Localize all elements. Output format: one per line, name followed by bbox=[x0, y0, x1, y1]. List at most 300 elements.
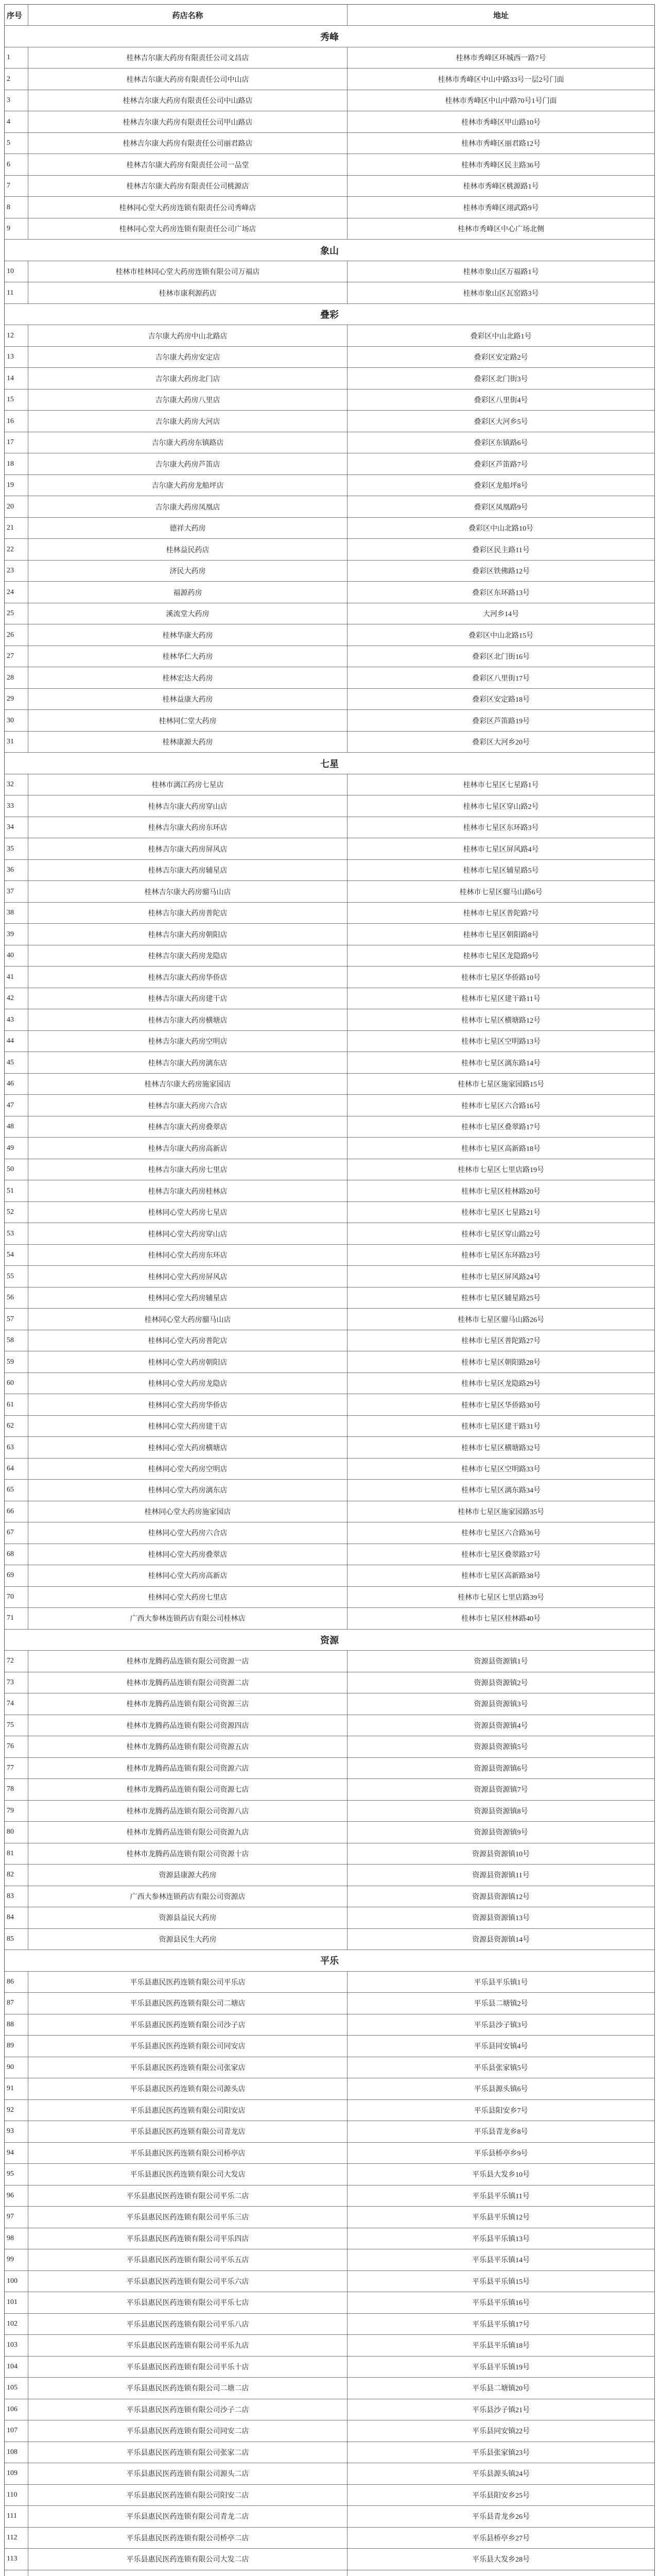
section-row bbox=[5, 1630, 654, 1651]
row-address: 桂林市七星区龙隐路29号 bbox=[461, 1380, 541, 1388]
row-address: 桂林市七星区华侨路10号 bbox=[461, 974, 541, 982]
table-row bbox=[5, 2036, 654, 2057]
row-pharmacy-name: 桂林吉尔康大药房桂林店 bbox=[28, 1180, 348, 1201]
row-address: 叠彩区大河乡5号 bbox=[474, 418, 528, 426]
table-row bbox=[5, 2506, 654, 2527]
row-pharmacy-name: 平乐县惠民医药连锁有限公司阳安二店 bbox=[28, 2485, 348, 2505]
table-row bbox=[5, 1993, 654, 2014]
row-index: 48 bbox=[5, 1116, 28, 1137]
row-pharmacy-name: 平乐县惠民医药连锁有限公司大发店 bbox=[28, 2164, 348, 2184]
row-pharmacy-name: 平乐县惠民医药连锁有限公司平乐店 bbox=[28, 1972, 348, 1992]
section-row bbox=[5, 753, 654, 774]
table-row bbox=[5, 1565, 654, 1586]
row-index: 61 bbox=[5, 1394, 28, 1415]
row-index: 76 bbox=[5, 1736, 28, 1757]
row-index: 23 bbox=[5, 561, 28, 581]
row-index: 53 bbox=[5, 1223, 28, 1244]
table-row bbox=[5, 1074, 654, 1095]
row-pharmacy-name: 平乐县惠民医药连锁有限公司平乐九店 bbox=[28, 2335, 348, 2355]
table-row bbox=[5, 2399, 654, 2420]
row-address: 桂林市秀峰区环城西一路7号 bbox=[456, 55, 546, 63]
row-pharmacy-name: 平乐县惠民医药连锁有限公司桥亭店 bbox=[28, 2143, 348, 2163]
table-row bbox=[5, 1758, 654, 1779]
row-address: 平乐县同安镇4号 bbox=[474, 2043, 528, 2051]
row-pharmacy-name: 平乐县惠民医药连锁有限公司源头店 bbox=[28, 2078, 348, 2099]
row-index: 55 bbox=[5, 1266, 28, 1286]
row-pharmacy-name: 桂林吉尔康大药房横塘店 bbox=[28, 1009, 348, 1030]
table-row bbox=[5, 411, 654, 432]
table-row bbox=[5, 2463, 654, 2484]
row-address: 平乐县源头镇24号 bbox=[472, 2470, 530, 2479]
row-index: 72 bbox=[5, 1651, 28, 1671]
table-row bbox=[5, 1159, 654, 1180]
table-row bbox=[5, 1651, 654, 1672]
row-index: 15 bbox=[5, 389, 28, 410]
row-address: 叠彩区中山北路1号 bbox=[470, 332, 532, 341]
row-index: 81 bbox=[5, 1843, 28, 1864]
table-row bbox=[5, 1459, 654, 1480]
table-row bbox=[5, 282, 654, 303]
row-address: 大河乡14号 bbox=[483, 611, 519, 619]
row-index: 106 bbox=[5, 2399, 28, 2420]
row-pharmacy-name: 桂林同心堂大药房东环店 bbox=[28, 1245, 348, 1265]
row-index: 79 bbox=[5, 1801, 28, 1821]
row-pharmacy-name: 桂林吉尔康大药房施家园店 bbox=[28, 1074, 348, 1094]
row-pharmacy-name: 资源县康源大药房 bbox=[28, 1865, 348, 1885]
section-title: 象山 bbox=[320, 245, 339, 256]
row-index: 32 bbox=[5, 774, 28, 795]
row-pharmacy-name: 桂林同心堂大药房朝阳店 bbox=[28, 1351, 348, 1372]
row-address: 平乐县沙子镇21号 bbox=[472, 2406, 530, 2414]
row-address: 桂林市七星区朝阳路28号 bbox=[461, 1359, 541, 1367]
row-index: 85 bbox=[5, 1929, 28, 1950]
row-address: 平乐县平乐镇15号 bbox=[472, 2278, 530, 2286]
row-index: 101 bbox=[5, 2292, 28, 2313]
table-row bbox=[5, 2228, 654, 2249]
row-address: 桂林市秀峰区民主路36号 bbox=[461, 161, 541, 170]
row-pharmacy-name: 桂林同心堂大药房连锁有限责任公司秀峰店 bbox=[28, 197, 348, 217]
table-row bbox=[5, 475, 654, 496]
row-pharmacy-name: 桂林吉尔康大药房有限责任公司甲山路店 bbox=[28, 111, 348, 132]
table-row bbox=[5, 1972, 654, 1993]
row-address: 叠彩区东环路13号 bbox=[472, 589, 530, 597]
row-pharmacy-name: 桂林吉尔康大药房高新店 bbox=[28, 1138, 348, 1158]
row-pharmacy-name: 桂林同心堂大药房六合店 bbox=[28, 1522, 348, 1543]
row-address: 资源县资源镇12号 bbox=[472, 1893, 530, 1901]
row-pharmacy-name: 吉尔康大药房八里店 bbox=[28, 389, 348, 410]
table-row bbox=[5, 1608, 654, 1629]
row-index: 44 bbox=[5, 1031, 28, 1052]
row-address: 叠彩区八里街4号 bbox=[474, 397, 528, 405]
row-address: 桂林市七星区七里店路39号 bbox=[458, 1594, 544, 1602]
table-row bbox=[5, 2485, 654, 2506]
row-index: 40 bbox=[5, 945, 28, 966]
row-pharmacy-name: 桂林吉尔康大药房辅星店 bbox=[28, 860, 348, 880]
row-pharmacy-name: 桂林吉尔康大药房骝马山店 bbox=[28, 881, 348, 902]
row-pharmacy-name: 桂林吉尔康大药房有限责任公司文昌店 bbox=[28, 47, 348, 68]
row-index: 30 bbox=[5, 710, 28, 731]
row-pharmacy-name: 桂林华康大药房 bbox=[28, 624, 348, 645]
table-row bbox=[5, 1031, 654, 1052]
row-pharmacy-name: 桂林市龙腾药品连锁有限公司资源八店 bbox=[28, 1801, 348, 1821]
row-address: 平乐县平乐镇19号 bbox=[472, 2363, 530, 2371]
row-index: 91 bbox=[5, 2078, 28, 2099]
table-row bbox=[5, 2442, 654, 2463]
row-address: 桂林市七星区空明路13号 bbox=[461, 1038, 541, 1046]
row-index: 49 bbox=[5, 1138, 28, 1158]
header-address: 地址 bbox=[493, 11, 509, 20]
row-pharmacy-name: 桂林市龙腾药品连锁有限公司资源六店 bbox=[28, 1758, 348, 1778]
row-pharmacy-name: 桂林吉尔康大药房东环店 bbox=[28, 817, 348, 838]
section-title: 叠彩 bbox=[320, 310, 339, 320]
table-row bbox=[5, 1009, 654, 1030]
row-pharmacy-name: 济民大药房 bbox=[28, 561, 348, 581]
row-index bbox=[5, 2570, 28, 2576]
row-index: 27 bbox=[5, 646, 28, 667]
row-index: 69 bbox=[5, 1565, 28, 1586]
table-row bbox=[5, 1351, 654, 1372]
row-pharmacy-name: 桂林市龙腾药品连锁有限公司资源二店 bbox=[28, 1672, 348, 1693]
row-pharmacy-name: 桂林宏达大药房 bbox=[28, 667, 348, 688]
row-address: 平乐县二塘镇2号 bbox=[474, 2000, 528, 2008]
row-pharmacy-name: 资源县益民大药房 bbox=[28, 1907, 348, 1928]
row-index: 36 bbox=[5, 860, 28, 880]
table-row bbox=[5, 1373, 654, 1394]
row-address: 桂林市秀峰区中山中路70号1号门面 bbox=[445, 97, 557, 106]
row-index: 77 bbox=[5, 1758, 28, 1778]
row-index: 99 bbox=[5, 2249, 28, 2270]
table-row bbox=[5, 133, 654, 154]
section-row bbox=[5, 1950, 654, 1971]
table-row bbox=[5, 2207, 654, 2228]
row-index: 26 bbox=[5, 624, 28, 645]
table-row bbox=[5, 1843, 654, 1865]
row-pharmacy-name: 桂林康源大药房 bbox=[28, 732, 348, 752]
row-pharmacy-name: 桂林市龙腾药品连锁有限公司资源三店 bbox=[28, 1693, 348, 1714]
table-row bbox=[5, 1779, 654, 1800]
row-index: 113 bbox=[5, 2549, 28, 2569]
row-pharmacy-name: 平乐县惠民医药连锁有限公司张家店 bbox=[28, 2057, 348, 2078]
row-address: 桂林市七星区穿山路22号 bbox=[461, 1230, 541, 1239]
row-pharmacy-name: 桂林市桂林同心堂大药房连锁有限公司万福店 bbox=[28, 261, 348, 282]
row-address: 桂林市七星区桂林路40号 bbox=[461, 1615, 541, 1623]
row-address: 资源县资源镇9号 bbox=[474, 1829, 528, 1837]
section-row bbox=[5, 26, 654, 47]
table-row bbox=[5, 795, 654, 817]
row-index: 65 bbox=[5, 1480, 28, 1500]
row-pharmacy-name: 桂林吉尔康大药房有限责任公司一品堂 bbox=[28, 154, 348, 175]
table-row bbox=[5, 710, 654, 731]
table-row bbox=[5, 1330, 654, 1351]
row-index: 97 bbox=[5, 2207, 28, 2227]
row-pharmacy-name: 平乐县惠民医药连锁有限公司平乐八店 bbox=[28, 2314, 348, 2334]
row-address: 资源县资源镇14号 bbox=[472, 1936, 530, 1944]
row-address: 平乐县同安镇22号 bbox=[472, 2428, 530, 2436]
row-pharmacy-name: 平乐县惠民医药连锁有限公司源头二店 bbox=[28, 2463, 348, 2484]
row-pharmacy-name: 桂林吉尔康大药房朝阳店 bbox=[28, 924, 348, 944]
row-address: 桂林市七星区施家园路35号 bbox=[458, 1508, 544, 1516]
table-row bbox=[5, 2570, 654, 2576]
row-address: 桂林市七星区六合路16号 bbox=[461, 1102, 541, 1110]
row-pharmacy-name: 平乐县惠民医药连锁有限公司平乐十店 bbox=[28, 2357, 348, 2377]
row-index: 16 bbox=[5, 411, 28, 431]
table-row bbox=[5, 561, 654, 582]
row-index: 3 bbox=[5, 90, 28, 111]
row-index: 105 bbox=[5, 2378, 28, 2398]
row-address: 平乐县大发乡28号 bbox=[472, 2556, 530, 2564]
row-pharmacy-name: 平乐县惠民医药连锁有限公司大发二店 bbox=[28, 2549, 348, 2569]
row-address: 叠彩区安定路18号 bbox=[472, 696, 530, 704]
row-address: 叠彩区安定路2号 bbox=[474, 354, 528, 362]
row-index: 13 bbox=[5, 347, 28, 367]
table-row bbox=[5, 603, 654, 624]
row-index: 60 bbox=[5, 1373, 28, 1394]
table-row bbox=[5, 582, 654, 603]
row-index: 98 bbox=[5, 2228, 28, 2249]
row-address: 桂林市七星区龙隐路9号 bbox=[463, 953, 539, 961]
row-address: 叠彩区八里街17号 bbox=[472, 674, 530, 683]
row-index: 66 bbox=[5, 1501, 28, 1522]
row-index: 57 bbox=[5, 1309, 28, 1329]
row-index: 93 bbox=[5, 2121, 28, 2142]
table-row bbox=[5, 1223, 654, 1244]
row-index: 10 bbox=[5, 261, 28, 282]
row-index: 19 bbox=[5, 475, 28, 496]
table-row bbox=[5, 389, 654, 411]
row-address: 资源县资源镇13号 bbox=[472, 1914, 530, 1923]
table-row bbox=[5, 2100, 654, 2121]
row-index: 94 bbox=[5, 2143, 28, 2163]
row-address: 桂林市七星区横塘路32号 bbox=[461, 1444, 541, 1452]
row-index: 39 bbox=[5, 924, 28, 944]
row-index: 28 bbox=[5, 667, 28, 688]
row-address: 桂林市七星区六合路36号 bbox=[461, 1530, 541, 1538]
row-index: 111 bbox=[5, 2506, 28, 2527]
row-pharmacy-name: 平乐县惠民医药连锁有限公司同安店 bbox=[28, 2036, 348, 2056]
row-index: 110 bbox=[5, 2485, 28, 2505]
row-index: 5 bbox=[5, 133, 28, 154]
table-row bbox=[5, 646, 654, 667]
row-index: 45 bbox=[5, 1052, 28, 1073]
table-row bbox=[5, 218, 654, 240]
row-address: 桂林市秀峰区翊武路9号 bbox=[463, 204, 539, 212]
row-pharmacy-name: 平乐县惠民医药连锁有限公司平乐三店 bbox=[28, 2207, 348, 2227]
row-address: 桂林市七星区辅星路5号 bbox=[463, 867, 539, 875]
row-pharmacy-name: 桂林同心堂大药房龙隐店 bbox=[28, 1373, 348, 1394]
row-pharmacy-name: 平乐县惠民医药连锁有限公司平乐六店 bbox=[28, 2271, 348, 2292]
row-pharmacy-name: 桂林市漓江药房七星店 bbox=[28, 774, 348, 795]
row-index: 84 bbox=[5, 1907, 28, 1928]
table-row bbox=[5, 945, 654, 967]
row-index: 108 bbox=[5, 2442, 28, 2463]
row-address: 桂林市七星区骝马山路26号 bbox=[458, 1316, 544, 1324]
row-index: 24 bbox=[5, 582, 28, 602]
section-row bbox=[5, 304, 654, 325]
row-address: 资源县资源镇5号 bbox=[474, 1743, 528, 1752]
row-address: 桂林市七星区建干路11号 bbox=[461, 995, 541, 1004]
row-index: 42 bbox=[5, 988, 28, 1009]
row-index: 18 bbox=[5, 453, 28, 474]
row-pharmacy-name: 广西大参林连锁药店有限公司资源店 bbox=[28, 1886, 348, 1907]
table-row bbox=[5, 432, 654, 453]
row-address: 平乐县平乐镇16号 bbox=[472, 2299, 530, 2308]
row-address: 平乐县二塘镇20号 bbox=[472, 2385, 530, 2393]
row-pharmacy-name bbox=[28, 2570, 348, 2576]
section-row bbox=[5, 240, 654, 261]
section-title: 资源 bbox=[320, 1635, 339, 1646]
section-title: 平乐 bbox=[320, 1956, 339, 1967]
table-row bbox=[5, 903, 654, 924]
row-index: 52 bbox=[5, 1202, 28, 1223]
table-row bbox=[5, 732, 654, 753]
table-row bbox=[5, 1929, 654, 1950]
row-address: 桂林市七星区漓东路14号 bbox=[461, 1059, 541, 1067]
table-row bbox=[5, 2335, 654, 2356]
table-row bbox=[5, 1801, 654, 1822]
row-index: 73 bbox=[5, 1672, 28, 1693]
table-row bbox=[5, 1587, 654, 1608]
row-index: 109 bbox=[5, 2463, 28, 2484]
table-row bbox=[5, 1052, 654, 1073]
table-row bbox=[5, 881, 654, 902]
row-address: 桂林市象山区瓦窑路3号 bbox=[463, 290, 539, 298]
row-address: 桂林市七星区屏风路24号 bbox=[461, 1273, 541, 1281]
row-address: 平乐县沙子镇3号 bbox=[474, 2021, 528, 2029]
table-row bbox=[5, 453, 654, 474]
table-row bbox=[5, 1672, 654, 1693]
table-row bbox=[5, 111, 654, 132]
row-address: 桂林市秀峰区中心广场北侧 bbox=[458, 226, 544, 234]
table-row bbox=[5, 1138, 654, 1159]
table-row bbox=[5, 154, 654, 175]
row-address: 平乐县平乐镇12号 bbox=[472, 2214, 530, 2222]
row-address: 资源县资源镇10号 bbox=[472, 1850, 530, 1858]
row-pharmacy-name: 桂林同心堂大药房辅星店 bbox=[28, 1287, 348, 1308]
row-pharmacy-name: 桂林同心堂大药房七里店 bbox=[28, 1587, 348, 1607]
row-index: 104 bbox=[5, 2357, 28, 2377]
row-index: 80 bbox=[5, 1822, 28, 1842]
row-address: 平乐县平乐镇18号 bbox=[472, 2342, 530, 2350]
row-pharmacy-name: 桂林吉尔康大药房穿山店 bbox=[28, 795, 348, 816]
row-address: 平乐县阳安乡25号 bbox=[472, 2492, 530, 2500]
row-index: 43 bbox=[5, 1009, 28, 1030]
table-row bbox=[5, 967, 654, 988]
row-address: 资源县资源镇6号 bbox=[474, 1765, 528, 1773]
row-pharmacy-name: 桂林同心堂大药房普陀店 bbox=[28, 1330, 348, 1351]
row-address: 桂林市秀峰区丽君路12号 bbox=[461, 140, 541, 148]
row-pharmacy-name: 吉尔康大药房东镇路店 bbox=[28, 432, 348, 453]
row-pharmacy-name: 桂林吉尔康大药房六合店 bbox=[28, 1095, 348, 1115]
row-index: 1 bbox=[5, 47, 28, 68]
row-index: 54 bbox=[5, 1245, 28, 1265]
row-address: 桂林市七星区漓东路34号 bbox=[461, 1487, 541, 1495]
row-address: 平乐县平乐镇1号 bbox=[474, 1978, 528, 1987]
row-pharmacy-name: 福源药房 bbox=[28, 582, 348, 602]
row-index: 34 bbox=[5, 817, 28, 838]
row-address: 平乐县青龙乡26号 bbox=[472, 2513, 530, 2521]
table-row bbox=[5, 176, 654, 197]
row-pharmacy-name: 桂林吉尔康大药房有限责任公司丽君路店 bbox=[28, 133, 348, 154]
table-row bbox=[5, 1693, 654, 1715]
row-pharmacy-name: 桂林市康利源药店 bbox=[28, 282, 348, 303]
row-address: 桂林市七星区横塘路12号 bbox=[461, 1016, 541, 1025]
row-address: 桂林市秀峰区中山中路33号一层2号门面 bbox=[438, 76, 564, 84]
row-address: 平乐县桥亭乡27号 bbox=[472, 2534, 530, 2543]
row-pharmacy-name: 桂林吉尔康大药房屏风店 bbox=[28, 838, 348, 859]
table-row bbox=[5, 2143, 654, 2164]
table-row bbox=[5, 838, 654, 859]
row-address: 叠彩区龙船坪8号 bbox=[474, 482, 528, 490]
table-row bbox=[5, 2292, 654, 2313]
row-index: 88 bbox=[5, 2014, 28, 2035]
row-index: 22 bbox=[5, 539, 28, 560]
row-pharmacy-name: 溪流堂大药房 bbox=[28, 603, 348, 624]
row-address: 叠彩区芦笛路7号 bbox=[474, 461, 528, 469]
row-index: 21 bbox=[5, 518, 28, 538]
row-index: 41 bbox=[5, 967, 28, 987]
row-address: 桂林市七星区建干路31号 bbox=[461, 1423, 541, 1431]
row-index: 107 bbox=[5, 2420, 28, 2441]
row-address: 桂林市七星区穿山路2号 bbox=[463, 803, 539, 811]
row-pharmacy-name: 平乐县惠民医药连锁有限公司平乐四店 bbox=[28, 2228, 348, 2249]
table-row bbox=[5, 1736, 654, 1757]
row-index: 46 bbox=[5, 1074, 28, 1094]
row-index: 89 bbox=[5, 2036, 28, 2056]
row-address: 资源县资源镇1号 bbox=[474, 1658, 528, 1666]
row-pharmacy-name: 桂林同心堂大药房建干店 bbox=[28, 1416, 348, 1436]
row-address bbox=[348, 2570, 654, 2576]
table-row bbox=[5, 1416, 654, 1437]
row-pharmacy-name: 吉尔康大药房中山北路店 bbox=[28, 325, 348, 346]
row-pharmacy-name: 桂林吉尔康大药房普陀店 bbox=[28, 903, 348, 923]
row-index: 4 bbox=[5, 111, 28, 132]
row-index: 74 bbox=[5, 1693, 28, 1714]
table-row bbox=[5, 1715, 654, 1736]
row-pharmacy-name: 资源县民生大药房 bbox=[28, 1929, 348, 1950]
table-row bbox=[5, 1865, 654, 1886]
row-pharmacy-name: 平乐县惠民医药连锁有限公司二塘二店 bbox=[28, 2378, 348, 2398]
row-pharmacy-name: 桂林吉尔康大药房叠翠店 bbox=[28, 1116, 348, 1137]
row-index: 25 bbox=[5, 603, 28, 624]
table-row bbox=[5, 1437, 654, 1458]
row-pharmacy-name: 桂林同心堂大药房高新店 bbox=[28, 1565, 348, 1586]
row-address: 桂林市七星区高新路38号 bbox=[461, 1572, 541, 1581]
row-pharmacy-name: 平乐县惠民医药连锁有限公司平乐二店 bbox=[28, 2185, 348, 2206]
row-address: 资源县资源镇4号 bbox=[474, 1722, 528, 1730]
row-address: 资源县资源镇8号 bbox=[474, 1807, 528, 1816]
table-row bbox=[5, 1501, 654, 1522]
row-address: 桂林市七星区叠翠路37号 bbox=[461, 1551, 541, 1559]
row-pharmacy-name: 平乐县惠民医药连锁有限公司桥亭二店 bbox=[28, 2528, 348, 2548]
row-pharmacy-name: 桂林市龙腾药品连锁有限公司资源五店 bbox=[28, 1736, 348, 1757]
row-pharmacy-name: 桂林同心堂大药房施家园店 bbox=[28, 1501, 348, 1522]
row-address: 叠彩区民主路11号 bbox=[472, 546, 530, 554]
table-row bbox=[5, 988, 654, 1009]
row-pharmacy-name: 平乐县惠民医药连锁有限公司平乐七店 bbox=[28, 2292, 348, 2313]
row-index: 35 bbox=[5, 838, 28, 859]
row-address: 平乐县平乐镇17号 bbox=[472, 2320, 530, 2329]
row-index: 83 bbox=[5, 1886, 28, 1907]
row-address: 桂林市象山区万福路1号 bbox=[463, 268, 539, 277]
row-address: 桂林市七星区桂林路20号 bbox=[461, 1188, 541, 1196]
row-pharmacy-name: 桂林同心堂大药房屏风店 bbox=[28, 1266, 348, 1286]
row-address: 平乐县桥亭乡9号 bbox=[474, 2149, 528, 2158]
row-pharmacy-name: 桂林同心堂大药房七星店 bbox=[28, 1202, 348, 1223]
row-index: 90 bbox=[5, 2057, 28, 2078]
table-header bbox=[5, 5, 654, 26]
table-row bbox=[5, 2249, 654, 2270]
table-row bbox=[5, 1886, 654, 1907]
